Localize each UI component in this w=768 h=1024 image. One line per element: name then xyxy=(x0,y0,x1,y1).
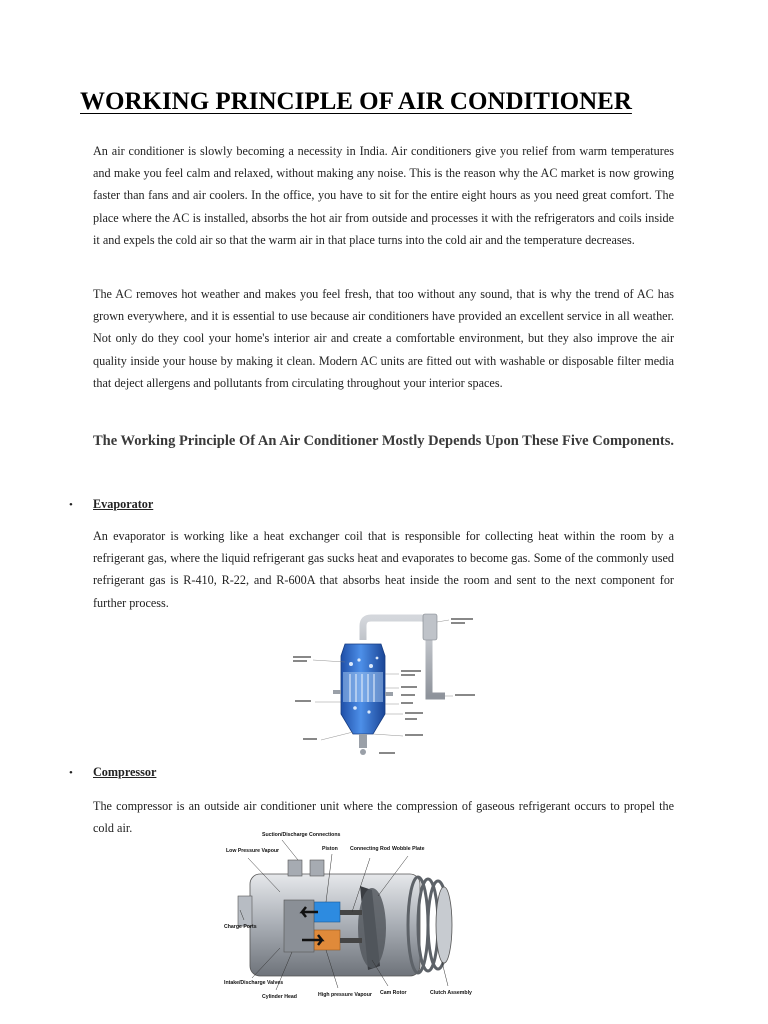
compressor-paragraph: The compressor is an outside air conditioner unit where the compression of gaseous refrigerant occurs to propel the cold air. xyxy=(93,799,674,836)
evaporator-label: Evaporator xyxy=(93,497,154,511)
cylinder-head-label: Cylinder Head xyxy=(262,994,297,1000)
intro-paragraph-2: The AC removes hot weather and makes you feel fresh, that too without any sound, that is why the trend of AC has grown everywhere, and it is essential to use because air conditioners have provided an excellent service in all weather. Not only do they cool your home's interior air and create a comfortable environment, but they also improve the air quality inside your house by making it clean. Modern AC units are fitted out with washable or disposable filter media that deject allergens and pollutants from circulating throughout your interior spaces. xyxy=(93,287,674,390)
intake-label: Intake/Discharge Valves xyxy=(224,980,284,986)
high-pressure-label: High pressure Vapour xyxy=(318,992,372,998)
compressor-label: Compressor xyxy=(93,765,157,779)
connecting-rod-label: Connecting Rod xyxy=(350,846,391,852)
intro-paragraph-1: An air conditioner is slowly becoming a necessity in India. Air conditioners give you relief from warm temperatures and make you feel calm and relaxed, without making any noise. This is the reason why the AC market is now growing faster than fans and air coolers. In the office, you have to sit for the entire eight hours as you need great comfort. The place where the AC is installed, absorbs the hot air from outside and processes it with the refrigerators and coils inside it and expels the cold air so that the warm air in that place turns into the cold air and the temperature decreases. xyxy=(93,144,674,247)
bullet-icon: • xyxy=(69,499,73,511)
clutch-label: Clutch Assembly xyxy=(430,990,472,996)
low-pressure-label: Low Pressure Vapour xyxy=(226,848,280,854)
evaporator-diagram xyxy=(293,612,513,762)
compressor-diagram xyxy=(222,830,472,1006)
wobble-plate-label: Wobble Plate xyxy=(392,846,425,852)
bullet-icon: • xyxy=(69,767,73,779)
section-heading: The Working Principle Of An Air Conditioner Mostly Depends Upon These Five Components. xyxy=(93,433,675,449)
piston-label: Piston xyxy=(322,846,338,852)
evaporator-paragraph: An evaporator is working like a heat exchanger coil that is responsible for collecting heat within the room by a refrigerant gas, where the liquid refrigerant gas sucks heat and evaporates to become gas. Some of the commonly used refrigerant gas is R-410, R-22, and R-600A that absorbs heat inside the room and sent to the next component for further process. xyxy=(93,529,674,610)
charge-ports-label: Charge Ports xyxy=(224,924,257,930)
suction-label: Suction/Discharge Connections xyxy=(262,832,341,838)
cam-rotor-label: Cam Rotor xyxy=(380,990,407,996)
page-title: WORKING PRINCIPLE OF AIR CONDITIONER xyxy=(80,88,632,115)
